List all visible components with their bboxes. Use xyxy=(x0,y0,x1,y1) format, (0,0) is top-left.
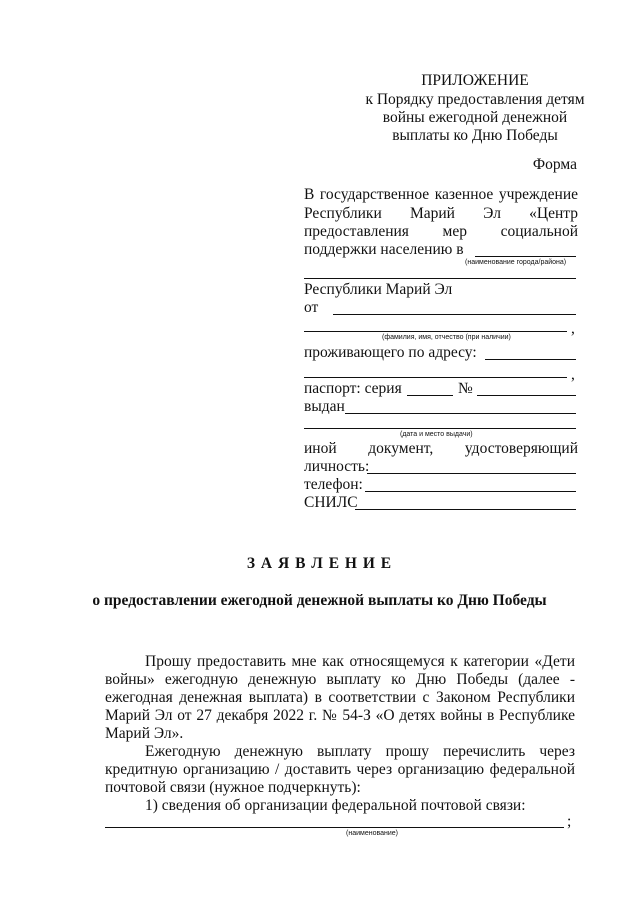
addressee-line-4: поддержки населению в xyxy=(304,241,464,258)
addressee-line-3: предоставления мер социальной xyxy=(304,223,578,240)
address-comma: , xyxy=(571,366,575,383)
statement-title: З А Я В Л Е Н И Е xyxy=(246,555,393,572)
address-label: проживающего по адресу: xyxy=(304,344,477,361)
fio-comma: , xyxy=(571,320,575,337)
addressee-line-5: Республики Марий Эл xyxy=(304,281,453,298)
postal-org-caption: (наименование) xyxy=(346,830,398,837)
from-field-line[interactable] xyxy=(333,314,576,315)
paragraph-2-line-3: почтовой связи (нужное подчеркнуть): xyxy=(105,779,361,796)
snils-label: СНИЛС xyxy=(304,494,358,511)
issued-field-line-2[interactable] xyxy=(304,428,576,429)
postal-org-field-line[interactable] xyxy=(105,827,564,828)
phone-label: телефон: xyxy=(304,476,363,493)
passport-label: паспорт: серия xyxy=(304,380,402,397)
paragraph-1-line-3: ежегодная денежная выплата) в соответствии с Законом Республики xyxy=(105,689,575,706)
passport-number-field[interactable] xyxy=(477,395,576,396)
other-doc-label: иной документ, удостоверяющий xyxy=(304,440,578,457)
address-field-line-2[interactable] xyxy=(304,377,567,378)
city-field-line[interactable] xyxy=(475,256,576,257)
paragraph-1-line-4: Марий Эл от 27 декабря 2022 г. № 54-З «О детях войны в Республике xyxy=(105,707,575,724)
appendix-title: ПРИЛОЖЕНИЕ xyxy=(421,72,529,89)
issued-field-line[interactable] xyxy=(345,413,576,414)
addressee-line-1: В государственное казенное учреждение xyxy=(304,186,578,203)
paragraph-2-line-1: Ежегодную денежную выплату прошу перечислить через xyxy=(145,743,575,760)
city-field-line-2[interactable] xyxy=(304,278,576,279)
statement-subtitle: о предоставлении ежегодной денежной выплаты ко Дню Победы xyxy=(92,592,547,609)
paragraph-1-line-2: войны» ежегодную денежную выплату ко Дню Победы (далее - xyxy=(105,671,575,688)
addressee-line-2: Республики Марий Эл «Центр xyxy=(304,205,578,222)
address-field-line[interactable] xyxy=(485,359,576,360)
appendix-line-1: к Порядку предоставления детям xyxy=(365,91,585,108)
phone-field-line[interactable] xyxy=(365,491,576,492)
fio-field-line[interactable] xyxy=(304,331,567,332)
issued-label: выдан xyxy=(304,398,345,415)
paragraph-1-line-1: Прошу предоставить мне как относящемуся к категории «Дети xyxy=(145,653,575,670)
appendix-line-2: войны ежегодной денежной xyxy=(382,109,568,126)
passport-number-label: № xyxy=(458,380,473,397)
city-caption: (наименование города/района) xyxy=(465,259,567,266)
identity-label: личность: xyxy=(304,458,370,475)
from-label: от xyxy=(304,299,319,316)
passport-series-field[interactable] xyxy=(407,395,453,396)
issued-caption: (дата и место выдачи) xyxy=(400,431,473,438)
appendix-line-3: выплаты ко Дню Победы xyxy=(392,127,558,144)
item-1-label: 1) сведения об организации федеральной почтовой связи: xyxy=(145,797,526,814)
paragraph-1-line-5: Марий Эл». xyxy=(105,725,184,742)
identity-field-line[interactable] xyxy=(367,473,576,474)
paragraph-2-line-2: кредитную организацию / доставить через организацию федеральной xyxy=(105,761,575,778)
form-label: Форма xyxy=(532,156,577,173)
postal-org-semicolon: ; xyxy=(567,813,572,830)
fio-caption: (фамилия, имя, отчество (при наличии) xyxy=(382,334,511,341)
snils-field-line[interactable] xyxy=(355,509,576,510)
